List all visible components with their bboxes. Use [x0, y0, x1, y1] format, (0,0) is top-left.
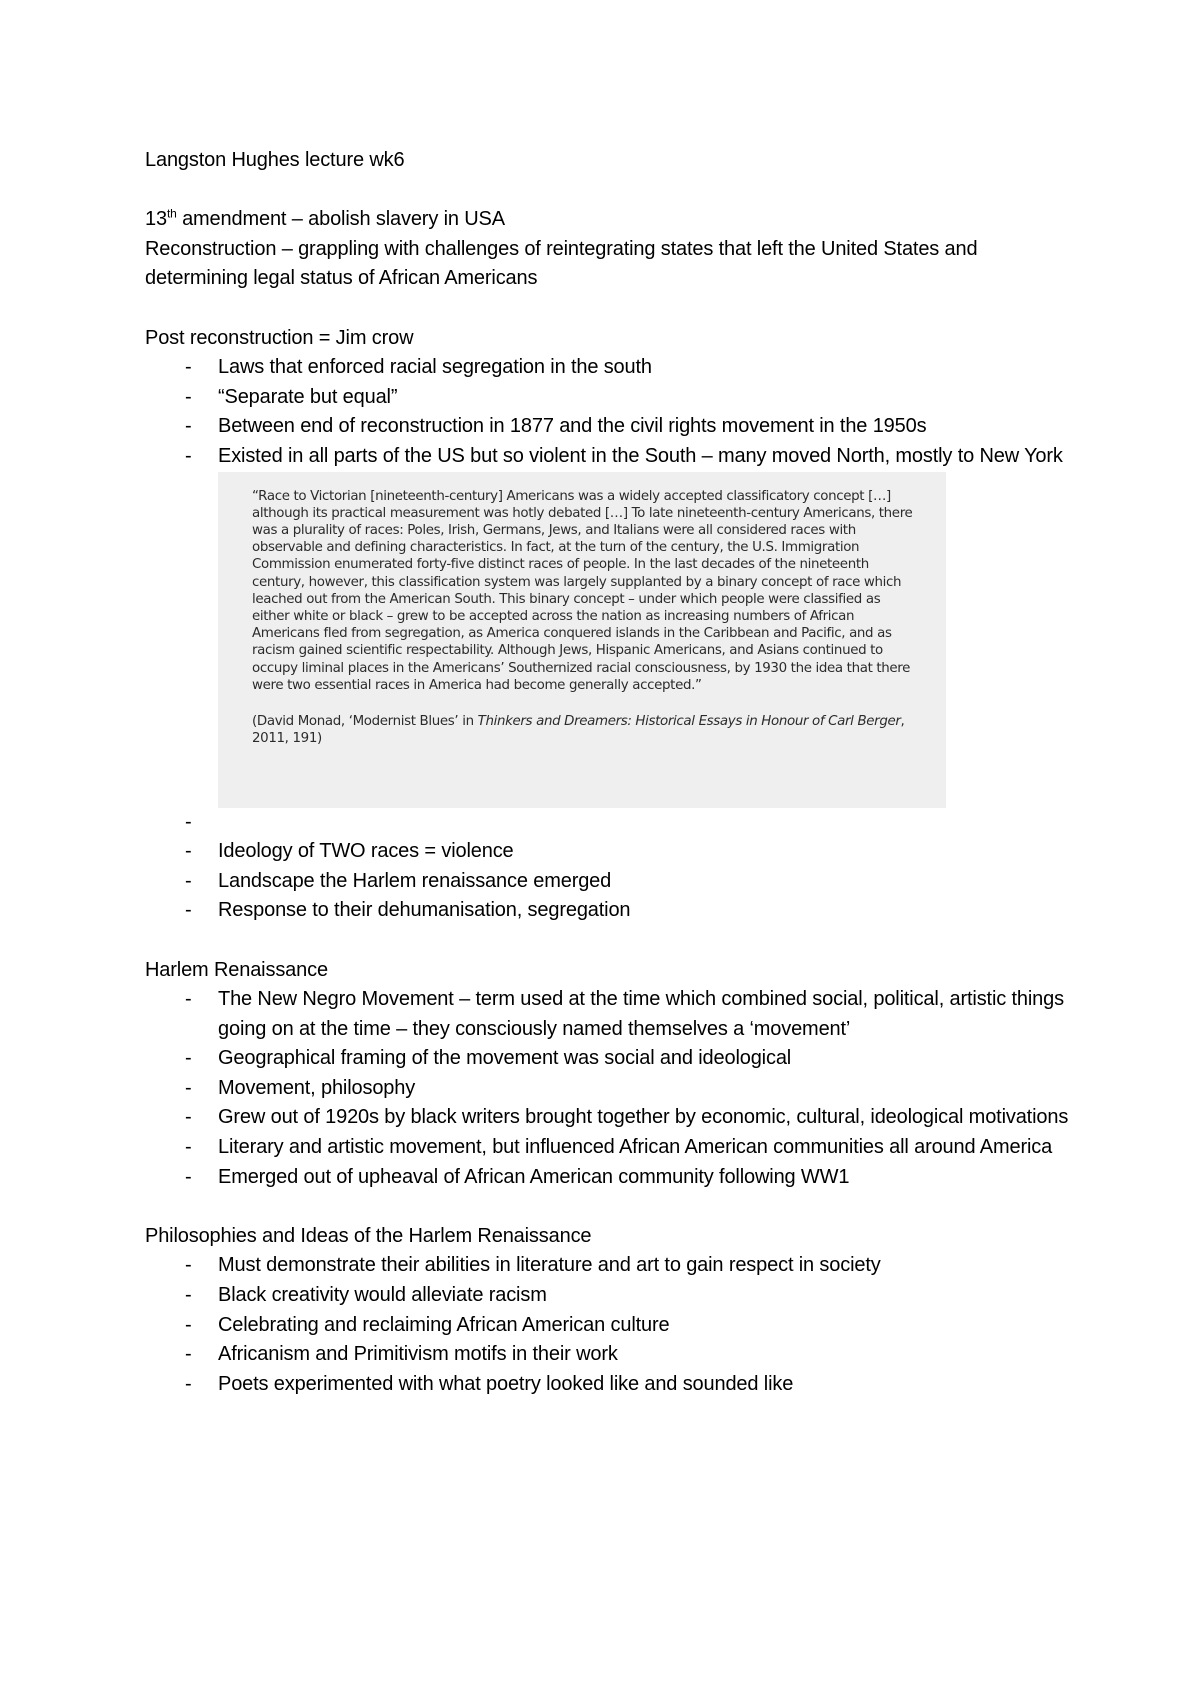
list-item-text: Emerged out of upheaval of African American community following WW1 — [218, 1165, 850, 1188]
quote-text: “Race to Victorian [nineteenth-century] Americans was a widely accepted classificatory concept […] although its practical measurement was hotly debated […] To late nineteenth-century Americans, there was a plurality of races: Poles, Irish, Germans, Jews, and Italians were all considered races with observable and defining characteristics. In fact, at the turn of the century, the U.S. Immigration Commission enumerated forty-five distinct races of people. In the last decades of the nineteenth century, however, this classification system was largely supplanted by a binary concept of race which leached out from the American South. This binary concept – under which people were classified as either white or black – grew to be accepted across the nation as increasing numbers of African Americans fled from segregation, as America conquered islands in the Caribbean and Pacific, and as racism gained scientific respectability. Although Jews, Hispanic Americans, and Asians continued to occupy liminal places in the Americans’ Southernized racial consciousness, by 1930 the idea that there were two essential races in America had become generally accepted.” — [252, 488, 913, 693]
list-item-text: Africanism and Primitivism motifs in their work — [218, 1343, 618, 1366]
amendment-ordinal: th — [166, 206, 177, 221]
list-item — [145, 1163, 1075, 1193]
list-item — [145, 985, 1075, 1044]
list-item-text: Response to their dehumanisation, segregation — [218, 899, 631, 922]
list-item-text: Existed in all parts of the US but so violent in the South – many moved North, mostly to New York — [218, 444, 1063, 467]
dash-bullet: - — [185, 1343, 192, 1366]
list-item — [145, 1311, 1075, 1341]
dash-bullet: - — [185, 1106, 192, 1129]
list-item-text: “Separate but equal” — [218, 385, 398, 408]
spacer — [145, 1192, 1075, 1222]
citation-details: , 2011, 191) — [252, 713, 905, 747]
amendment-text: amendment – abolish slavery in USA — [176, 208, 505, 231]
quote-list-item — [145, 472, 1075, 838]
section-heading-post-reconstruction: Post reconstruction = Jim crow — [145, 326, 414, 349]
amendment-line — [145, 205, 1075, 235]
reconstruction-line: Reconstruction – grappling with challenges of reintegrating states that left the United States and determining legal status of African Americans — [145, 237, 978, 290]
dash-bullet: - — [185, 1076, 192, 1099]
list-item — [145, 1281, 1075, 1311]
list-item-text: Geographical framing of the movement was social and ideological — [218, 1047, 792, 1070]
list-item — [145, 1074, 1075, 1104]
dash-bullet: - — [185, 385, 192, 408]
dash-bullet: - — [185, 415, 192, 438]
post-reconstruction-list — [145, 353, 1075, 471]
section-heading-harlem-renaissance: Harlem Renaissance — [145, 958, 328, 981]
list-item — [145, 383, 1075, 413]
list-item — [145, 1133, 1075, 1163]
dash-bullet: - — [185, 988, 192, 1011]
list-item-text: Ideology of TWO races = violence — [218, 840, 514, 863]
list-item — [145, 837, 1075, 867]
dash-bullet: - — [185, 1313, 192, 1336]
list-item-text: Literary and artistic movement, but influenced African American communities all around America — [218, 1136, 1053, 1159]
dash-bullet: - — [185, 1047, 192, 1070]
spacer — [145, 294, 1075, 324]
quote-citation — [252, 713, 916, 747]
dash-bullet: - — [185, 899, 192, 922]
amendment-number: 13 — [145, 208, 167, 231]
list-item — [145, 896, 1075, 926]
harlem-renaissance-list — [145, 985, 1075, 1192]
dash-bullet: - — [185, 1165, 192, 1188]
dash-bullet: - — [185, 840, 192, 863]
list-item — [145, 1340, 1075, 1370]
list-item — [145, 1044, 1075, 1074]
list-item — [145, 867, 1075, 897]
list-item — [145, 412, 1075, 442]
spacer — [145, 176, 1075, 206]
spacer — [145, 926, 1075, 956]
list-item — [145, 442, 1075, 472]
citation-book-title: Thinkers and Dreamers: Historical Essays in Honour of Carl Berger — [477, 713, 901, 729]
document-page — [145, 146, 1075, 1399]
philosophies-list — [145, 1251, 1075, 1399]
list-item — [145, 353, 1075, 383]
list-item-text: Landscape the Harlem renaissance emerged — [218, 869, 612, 892]
list-item — [145, 1103, 1075, 1133]
section-heading-philosophies: Philosophies and Ideas of the Harlem Renaissance — [145, 1224, 592, 1247]
list-item-text: Black creativity would alleviate racism — [218, 1284, 547, 1307]
dash-bullet: - — [185, 1254, 192, 1277]
dash-bullet: - — [185, 356, 192, 379]
dash-bullet: - — [185, 869, 192, 892]
list-item-text: Between end of reconstruction in 1877 and the civil rights movement in the 1950s — [218, 415, 927, 438]
document-title: Langston Hughes lecture wk6 — [145, 149, 405, 171]
dash-bullet: - — [185, 1136, 192, 1159]
post-reconstruction-list-continued — [145, 837, 1075, 926]
quote-image — [218, 472, 946, 808]
list-item-text: Movement, philosophy — [218, 1076, 416, 1099]
dash-bullet: - — [185, 444, 192, 467]
citation-author: (David Monad, ‘Modernist Blues’ in — [252, 713, 478, 729]
list-item-text: Laws that enforced racial segregation in the south — [218, 356, 652, 379]
dash-bullet: - — [185, 1284, 192, 1307]
list-item-text: The New Negro Movement – term used at the time which combined social, political, artistic things going on at the time – they consciously named themselves a ‘movement’ — [218, 988, 1064, 1040]
list-item — [145, 1251, 1075, 1281]
list-item-text: Must demonstrate their abilities in literature and art to gain respect in society — [218, 1254, 881, 1277]
list-item-text: Celebrating and reclaiming African American culture — [218, 1313, 670, 1336]
dash-bullet: - — [185, 810, 192, 833]
list-item-text: Grew out of 1920s by black writers brought together by economic, cultural, ideological motivations — [218, 1106, 1069, 1129]
list-item-text: Poets experimented with what poetry looked like and sounded like — [218, 1372, 794, 1395]
dash-bullet: - — [185, 1372, 192, 1395]
empty-bullet-line — [185, 808, 1075, 838]
list-item — [145, 1370, 1075, 1400]
